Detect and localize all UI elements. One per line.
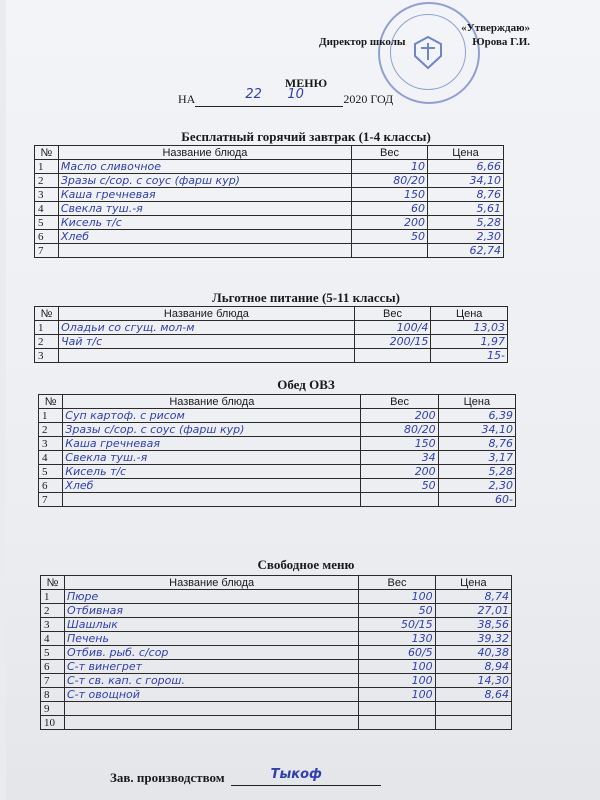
table-row xyxy=(41,632,512,646)
cell-weight: 50/15 xyxy=(359,618,435,632)
cell-weight xyxy=(361,493,438,507)
cell-num: 1 xyxy=(35,160,59,174)
table-row xyxy=(35,202,504,216)
table-header-row xyxy=(35,146,504,160)
column-header-weight: Вес xyxy=(354,307,431,321)
column-header-name: Название блюда xyxy=(64,576,358,590)
director-name: Юрова Г.И. xyxy=(472,36,530,48)
cell-num: 7 xyxy=(41,674,65,688)
cell-num: 5 xyxy=(39,465,63,479)
cell-num: 3 xyxy=(35,188,59,202)
cell-weight: 150 xyxy=(361,437,438,451)
approve-label: «Утверждаю» xyxy=(461,22,530,34)
cell-price: 6,39 xyxy=(438,409,515,423)
cell-weight: 80/20 xyxy=(352,174,428,188)
cell-price: 27,01 xyxy=(435,604,511,618)
cell-name: Отбив. рыб. с/сор xyxy=(64,646,358,660)
cell-price: 14,30 xyxy=(435,674,511,688)
cell-price: 8,74 xyxy=(435,590,511,604)
cell-name: Пюре xyxy=(64,590,358,604)
cell-name: Суп картоф. с рисом xyxy=(63,409,361,423)
cell-price: 8,64 xyxy=(435,688,511,702)
table-row xyxy=(35,321,508,335)
menu-table xyxy=(34,306,508,363)
cell-weight xyxy=(359,716,435,730)
cell-num: 9 xyxy=(41,702,65,716)
cell-name: Хлеб xyxy=(63,479,361,493)
cell-price: 40,38 xyxy=(435,646,511,660)
cell-weight xyxy=(359,702,435,716)
cell-weight: 10 xyxy=(352,160,428,174)
cell-weight: 100 xyxy=(359,660,435,674)
cell-num: 1 xyxy=(35,321,59,335)
section-title: Обед ОВЗ xyxy=(277,377,335,392)
table-row xyxy=(35,216,504,230)
cell-weight xyxy=(354,349,431,363)
table-row xyxy=(39,465,516,479)
cell-weight: 60 xyxy=(352,202,428,216)
cell-weight: 100/4 xyxy=(354,321,431,335)
table-row xyxy=(35,230,504,244)
date-line xyxy=(178,87,394,107)
menu-table xyxy=(34,145,504,258)
cell-name: Зразы с/сор. с соус (фарш кур) xyxy=(63,423,361,437)
cell-price: 15- xyxy=(431,349,508,363)
column-header-num: № xyxy=(41,576,65,590)
cell-weight: 200/15 xyxy=(354,335,431,349)
cell-name: Кисель т/с xyxy=(63,465,361,479)
cell-weight: 50 xyxy=(361,479,438,493)
cell-num: 6 xyxy=(39,479,63,493)
cell-price: 34,10 xyxy=(438,423,515,437)
column-header-name: Название блюда xyxy=(59,307,355,321)
cell-price: 6,66 xyxy=(427,160,503,174)
table-header-row xyxy=(39,395,516,409)
cell-num: 4 xyxy=(35,202,59,216)
cell-name xyxy=(63,493,361,507)
cell-name xyxy=(64,702,358,716)
cell-num: 5 xyxy=(35,216,59,230)
cell-weight: 200 xyxy=(352,216,428,230)
table-row xyxy=(41,660,512,674)
cell-name: Хлеб xyxy=(58,230,351,244)
table-row xyxy=(39,437,516,451)
section-title: Свободное меню xyxy=(257,557,355,572)
cell-price: 5,61 xyxy=(427,202,503,216)
cell-num: 3 xyxy=(35,349,59,363)
cell-num: 7 xyxy=(35,244,59,258)
table-row xyxy=(41,646,512,660)
cell-name xyxy=(59,349,355,363)
cell-weight: 200 xyxy=(361,409,438,423)
table-row xyxy=(41,702,512,716)
cell-num: 6 xyxy=(41,660,65,674)
column-header-weight: Вес xyxy=(352,146,428,160)
cell-price: 60- xyxy=(438,493,515,507)
cell-name xyxy=(64,716,358,730)
menu-sheet xyxy=(6,0,600,800)
cell-name: Отбивная xyxy=(64,604,358,618)
cell-name: Свекла туш.-я xyxy=(63,451,361,465)
director-label: Директор школы xyxy=(319,36,406,48)
cell-name: Зразы с/сор. с соус (фарш кур) xyxy=(58,174,351,188)
cell-price: 8,94 xyxy=(435,660,511,674)
cell-num: 2 xyxy=(35,335,59,349)
table-row xyxy=(39,423,516,437)
menu-table xyxy=(38,394,516,507)
table-row xyxy=(41,618,512,632)
cell-price: 13,03 xyxy=(431,321,508,335)
cell-weight: 100 xyxy=(359,590,435,604)
page-title: МЕНЮ xyxy=(284,76,328,90)
cell-weight: 34 xyxy=(361,451,438,465)
cell-name: С-т винегрет xyxy=(64,660,358,674)
cell-weight: 50 xyxy=(352,230,428,244)
column-header-price: Цена xyxy=(438,395,515,409)
table-row xyxy=(35,188,504,202)
cell-name: С-т св. кап. с горош. xyxy=(64,674,358,688)
cell-price: 34,10 xyxy=(427,174,503,188)
cell-weight: 100 xyxy=(359,674,435,688)
menu-table xyxy=(40,575,512,730)
column-header-price: Цена xyxy=(427,146,503,160)
cell-num: 2 xyxy=(39,423,63,437)
cell-price: 2,30 xyxy=(427,230,503,244)
column-header-name: Название блюда xyxy=(63,395,361,409)
table-header-row xyxy=(41,576,512,590)
column-header-price: Цена xyxy=(431,307,508,321)
cell-name: Свекла туш.-я xyxy=(58,202,351,216)
table-row xyxy=(41,590,512,604)
section-title: Льготное питание (5-11 классы) xyxy=(212,290,400,305)
cell-price: 3,17 xyxy=(438,451,515,465)
cell-num: 4 xyxy=(39,451,63,465)
cell-num: 3 xyxy=(41,618,65,632)
table-row xyxy=(41,674,512,688)
footer xyxy=(110,767,381,786)
cell-num: 4 xyxy=(41,632,65,646)
cell-num: 10 xyxy=(41,716,65,730)
table-row xyxy=(35,244,504,258)
cell-weight: 150 xyxy=(352,188,428,202)
footer-label: Зав. производством xyxy=(110,770,225,785)
date-day: 22 xyxy=(245,87,262,102)
cell-name: Чай т/с xyxy=(59,335,355,349)
cell-num: 1 xyxy=(41,590,65,604)
cell-weight: 60/5 xyxy=(359,646,435,660)
cell-num: 2 xyxy=(35,174,59,188)
table-row xyxy=(35,335,508,349)
column-header-num: № xyxy=(35,146,59,160)
cell-price: 38,56 xyxy=(435,618,511,632)
cell-price: 2,30 xyxy=(438,479,515,493)
signature: Тыкоф xyxy=(270,767,322,782)
cell-num: 3 xyxy=(39,437,63,451)
cell-price: 1,97 xyxy=(431,335,508,349)
cell-price: 8,76 xyxy=(438,437,515,451)
cell-name xyxy=(58,244,351,258)
cell-price: 62,74 xyxy=(427,244,503,258)
approval-block xyxy=(319,22,530,49)
cell-name: Печень xyxy=(64,632,358,646)
cell-name: Каша гречневая xyxy=(58,188,351,202)
cell-num: 6 xyxy=(35,230,59,244)
cell-num: 7 xyxy=(39,493,63,507)
cell-weight xyxy=(352,244,428,258)
cell-num: 8 xyxy=(41,688,65,702)
table-row xyxy=(39,493,516,507)
column-header-weight: Вес xyxy=(361,395,438,409)
column-header-num: № xyxy=(39,395,63,409)
cell-price: 39,32 xyxy=(435,632,511,646)
table-row xyxy=(39,479,516,493)
table-row xyxy=(39,451,516,465)
table-row xyxy=(35,349,508,363)
date-prefix: НА xyxy=(178,92,196,106)
cell-name: Шашлык xyxy=(64,618,358,632)
cell-weight: 100 xyxy=(359,688,435,702)
column-header-price: Цена xyxy=(435,576,511,590)
column-header-name: Название блюда xyxy=(58,146,351,160)
cell-price: 8,76 xyxy=(427,188,503,202)
cell-weight: 80/20 xyxy=(361,423,438,437)
table-header-row xyxy=(35,307,508,321)
table-row xyxy=(41,716,512,730)
date-month: 10 xyxy=(287,87,304,102)
table-row xyxy=(41,604,512,618)
cell-num: 2 xyxy=(41,604,65,618)
date-suffix: 2020 ГОД xyxy=(343,92,394,106)
table-row xyxy=(41,688,512,702)
cell-weight: 50 xyxy=(359,604,435,618)
cell-price xyxy=(435,702,511,716)
cell-price: 5,28 xyxy=(438,465,515,479)
table-row xyxy=(35,160,504,174)
cell-weight: 200 xyxy=(361,465,438,479)
column-header-weight: Вес xyxy=(359,576,435,590)
table-row xyxy=(35,174,504,188)
cell-price xyxy=(435,716,511,730)
cell-name: Масло сливочное xyxy=(58,160,351,174)
table-row xyxy=(39,409,516,423)
cell-name: С-т овощной xyxy=(64,688,358,702)
cell-num: 5 xyxy=(41,646,65,660)
cell-name: Кисель т/с xyxy=(58,216,351,230)
cell-price: 5,28 xyxy=(427,216,503,230)
cell-name: Каша гречневая xyxy=(63,437,361,451)
cell-weight: 130 xyxy=(359,632,435,646)
cell-num: 1 xyxy=(39,409,63,423)
section-title: Бесплатный горячий завтрак (1-4 классы) xyxy=(181,129,431,144)
cell-name: Оладьи со сгущ. мол-м xyxy=(59,321,355,335)
column-header-num: № xyxy=(35,307,59,321)
